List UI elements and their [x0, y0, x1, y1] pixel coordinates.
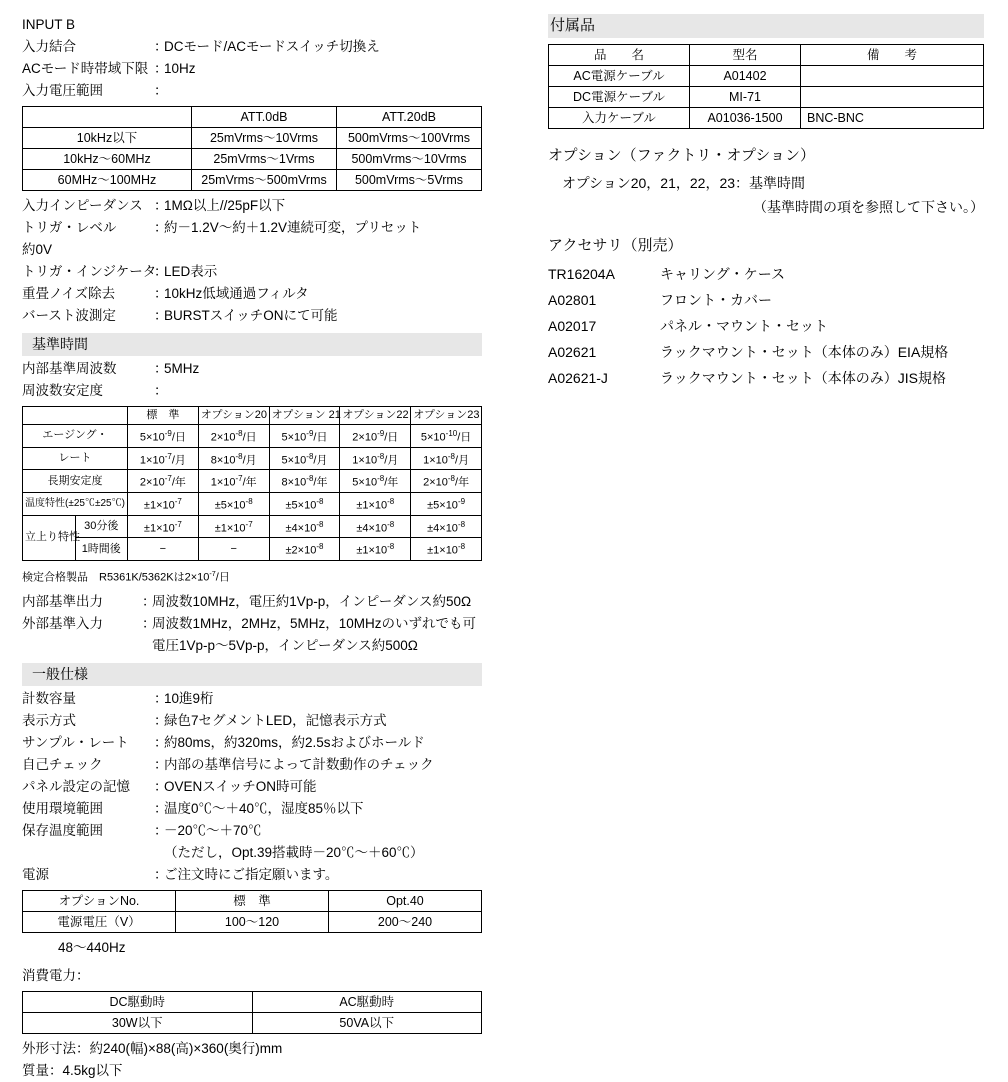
- accessory-code: A02621-J: [548, 370, 608, 386]
- spec-sep: ：: [142, 593, 156, 609]
- input-b-title: INPUT B: [22, 17, 76, 32]
- cell: 25mVrms〜500mVrms: [192, 170, 337, 191]
- accessory-name: ラックマウント・セット（本体のみ）JIS規格: [660, 370, 946, 386]
- spec-value: [164, 380, 492, 402]
- cell: $5\times 10^{-9}/$日: [128, 425, 199, 448]
- cell: 立上り特性: [23, 515, 76, 560]
- certified-product-note: 検定合格製品 R5361K/5362Kは$2\times 10^{-7}/$日: [22, 569, 230, 584]
- spec-sep: ：: [154, 198, 168, 213]
- cell: $2\times 10^{-8}/$日: [198, 425, 269, 448]
- cell: 200〜240: [329, 911, 482, 932]
- cell: 標 準: [128, 407, 199, 425]
- table-row: [23, 911, 482, 932]
- cell: −: [198, 538, 269, 561]
- spec-row: [22, 261, 492, 283]
- spec-value: －20℃〜＋70℃: [164, 822, 262, 838]
- cell: $2\times 10^{-9}/$日: [340, 425, 411, 448]
- section-heading-options: オプション（ファクトリ・オプション）: [548, 147, 816, 164]
- cell: オプション 21: [269, 407, 340, 425]
- cell: BNC-BNC: [801, 108, 984, 129]
- cell: $1\times 10^{-8}/$月: [411, 447, 482, 470]
- spec-label: トリガ・レベル: [22, 220, 117, 235]
- power-consumption-label: 消費電力：: [22, 967, 90, 983]
- spec-label: ACモード時帯域下限: [22, 61, 149, 76]
- cell: レート: [23, 447, 128, 470]
- cell: 温度特性(±25℃±25℃): [23, 492, 128, 515]
- spec-sep: ：: [142, 615, 156, 631]
- cell: [23, 107, 192, 128]
- spec-row: [22, 776, 492, 798]
- spec-label: 重畳ノイズ除去: [22, 286, 116, 301]
- spec-label: 内部基準周波数: [22, 361, 117, 376]
- spec-row: [22, 688, 492, 710]
- list-item: [548, 313, 988, 339]
- cell: 型名: [690, 45, 801, 66]
- cell: A01036-1500: [690, 108, 801, 129]
- cell: 入力ケーブル: [549, 108, 690, 129]
- spec-row: [22, 864, 492, 886]
- cell: [801, 87, 984, 108]
- option-line-1: オプション20，21，22，23：基準時間: [562, 175, 806, 191]
- table-row: [23, 890, 482, 911]
- supplied-accessories-table: [548, 44, 984, 129]
- accessory-code: A02017: [548, 318, 597, 334]
- spec-value: BURSTスイッチONにて可能: [164, 308, 338, 323]
- spec-value: LED表示: [164, 264, 218, 279]
- external-ref-continuation: 電圧1Vp-p〜5Vp-p，インピーダンス約500Ω: [152, 637, 418, 653]
- cell: $5\times 10^{-8}/$年: [340, 470, 411, 493]
- spec-sep: ：: [154, 264, 168, 279]
- table-row: [23, 991, 482, 1012]
- cell: 10kHz〜60MHz: [23, 149, 192, 170]
- list-item: [548, 261, 988, 287]
- cell: [801, 66, 984, 87]
- cell: $\pm 1\times 10^{-8}$: [340, 538, 411, 561]
- cell: A01402: [690, 66, 801, 87]
- spec-value: DCモード/ACモードスイッチ切換え: [164, 39, 380, 54]
- spec-sep: ：: [154, 39, 168, 54]
- spec-label: 入力インピーダンス: [22, 198, 143, 213]
- cell: 500mVrms〜100Vrms: [337, 128, 482, 149]
- table-row: [23, 107, 482, 128]
- cell: $5\times 10^{-10}/$日: [411, 425, 482, 448]
- power-frequency-line: 48〜440Hz: [58, 939, 126, 955]
- spec-value: 内部の基準信号によって計数動作のチェック: [164, 756, 434, 772]
- table-row: [23, 447, 482, 470]
- spec-sep: ：: [154, 756, 168, 772]
- spec-value: 1MΩ以上//25pF以下: [164, 198, 286, 213]
- spec-sep: ：: [154, 61, 168, 76]
- trigger-level-continuation: 約0V: [22, 242, 53, 257]
- spec-value: [164, 80, 492, 102]
- accessory-name: キャリング・ケース: [660, 266, 786, 282]
- spec-row: [22, 358, 492, 380]
- spec-row: [22, 732, 492, 754]
- table-row: [549, 66, 984, 87]
- spec-sep: ：: [154, 866, 168, 882]
- power-consumption-table: [22, 991, 482, 1034]
- cell: 30分後: [75, 515, 128, 538]
- spec-sep: ：: [154, 383, 168, 398]
- spec-sep: ：: [154, 734, 168, 750]
- section-heading-general: 一般仕様: [22, 663, 482, 686]
- accessory-code: A02621: [548, 344, 597, 360]
- spec-label: バースト波測定: [22, 308, 116, 323]
- accessory-name: ラックマウント・セット（本体のみ）EIA規格: [660, 344, 949, 360]
- accessory-code: A02801: [548, 292, 597, 308]
- cell: $8\times 10^{-8}/$月: [198, 447, 269, 470]
- table-row: [23, 407, 482, 425]
- spec-value: 緑色7セグメントLED，記憶表示方式: [164, 712, 387, 728]
- cell: エージング・: [23, 425, 128, 448]
- spec-row: [22, 58, 492, 80]
- cell: $8\times 10^{-8}/$年: [269, 470, 340, 493]
- cell: 500mVrms〜5Vrms: [337, 170, 482, 191]
- option-line-2: （基準時間の項を参照して下さい。）: [753, 199, 984, 215]
- cell: DC電源ケーブル: [549, 87, 690, 108]
- spec-value: 温度0℃〜＋40℃，湿度85％以下: [164, 800, 364, 816]
- spec-label: 周波数安定度: [22, 383, 103, 398]
- spec-sep: ：: [154, 286, 168, 301]
- cell: $\pm 4\times 10^{-8}$: [340, 515, 411, 538]
- spec-label: 電源: [22, 866, 49, 882]
- cell: ATT.0dB: [192, 107, 337, 128]
- spec-row: [22, 36, 492, 58]
- cell: [23, 407, 128, 425]
- cell: 品 名: [549, 45, 690, 66]
- cell: ATT.20dB: [337, 107, 482, 128]
- table-row: [23, 492, 482, 515]
- cell: 50VA以下: [252, 1012, 482, 1033]
- spec-value: 周波数1MHz，2MHz，5MHz，10MHzのいずれでも可: [152, 615, 477, 631]
- spec-sep: ：: [154, 712, 168, 728]
- cell: オプション20: [198, 407, 269, 425]
- spec-row: [22, 710, 492, 732]
- cell: AC駆動時: [252, 991, 482, 1012]
- table-row: [23, 170, 482, 191]
- dimension-line: 外形寸法：約240(幅)×88(高)×360(奥行)mm: [22, 1040, 283, 1056]
- cell: $1\times 10^{-7}/$月: [128, 447, 199, 470]
- cell: 25mVrms〜1Vrms: [192, 149, 337, 170]
- spec-value: 10Hz: [164, 61, 196, 76]
- list-item: [548, 287, 988, 313]
- spec-value: OVENスイッチON時可能: [164, 778, 317, 794]
- spec-label: 表示方式: [22, 712, 76, 728]
- input-voltage-range-table: [22, 106, 482, 191]
- cell: $\pm 1\times 10^{-7}$: [198, 515, 269, 538]
- spec-label: 外部基準入力: [22, 615, 103, 631]
- spec-sep: ：: [154, 220, 168, 235]
- cell: $\pm 4\times 10^{-8}$: [269, 515, 340, 538]
- spec-label: サンプル・レート: [22, 734, 129, 750]
- spec-label: 入力結合: [22, 39, 76, 54]
- spec-label: 自己チェック: [22, 756, 103, 772]
- cell: 500mVrms〜10Vrms: [337, 149, 482, 170]
- cell: $\pm 2\times 10^{-8}$: [269, 538, 340, 561]
- cell: $\pm 4\times 10^{-8}$: [411, 515, 482, 538]
- spec-label: 入力電圧範囲: [22, 83, 103, 98]
- cell: 10kHz以下: [23, 128, 192, 149]
- cell: $\pm 1\times 10^{-8}$: [340, 492, 411, 515]
- spec-row: [22, 754, 492, 776]
- spec-value: 周波数10MHz，電圧約1Vp-p，インピーダンス約50Ω: [152, 593, 472, 609]
- list-item: [548, 339, 988, 365]
- cell: MI-71: [690, 87, 801, 108]
- spec-sep: ：: [154, 361, 168, 376]
- table-row: [23, 515, 482, 538]
- table-row: [23, 128, 482, 149]
- spec-row: [22, 283, 492, 305]
- cell: 備 考: [801, 45, 984, 66]
- spec-label: パネル設定の記憶: [22, 778, 130, 794]
- table-row: [549, 108, 984, 129]
- spec-row: [22, 195, 492, 217]
- spec-label: 計数容量: [22, 690, 76, 706]
- cell: $\pm 5\times 10^{-8}$: [198, 492, 269, 515]
- spec-value: 5MHz: [164, 361, 200, 376]
- spec-value: 10kHz低域通過フィルタ: [164, 286, 309, 301]
- cell: 電源電圧（V）: [23, 911, 176, 932]
- spec-value: ご注文時にご指定願います。: [164, 866, 339, 882]
- spec-row: [22, 798, 492, 820]
- cell: $1\times 10^{-8}/$月: [340, 447, 411, 470]
- table-row: [23, 470, 482, 493]
- spec-sep: ：: [154, 822, 168, 838]
- spec-value: 10進9桁: [164, 690, 214, 706]
- frequency-stability-table: [22, 406, 482, 561]
- spec-sep: ：: [154, 778, 168, 794]
- cell: $\pm 1\times 10^{-7}$: [128, 492, 199, 515]
- right-column: [548, 14, 988, 391]
- cell: Opt.40: [329, 890, 482, 911]
- list-item: [548, 365, 988, 391]
- cell: −: [128, 538, 199, 561]
- spec-row: [22, 305, 492, 327]
- table-row: [549, 87, 984, 108]
- accessory-name: パネル・マウント・セット: [660, 318, 828, 334]
- cell: $\pm 5\times 10^{-9}$: [411, 492, 482, 515]
- spec-row: [22, 380, 492, 402]
- spec-row: [22, 80, 492, 102]
- spec-label: 内部基準出力: [22, 593, 103, 609]
- cell: $2\times 10^{-7}/$年: [128, 470, 199, 493]
- cell: $\pm 5\times 10^{-8}$: [269, 492, 340, 515]
- section-heading-timebase: 基準時間: [22, 333, 482, 356]
- cell: オプション22: [340, 407, 411, 425]
- table-row: [23, 1012, 482, 1033]
- spec-row: [22, 820, 492, 842]
- cell: 30W以下: [23, 1012, 253, 1033]
- accessory-name: フロント・カバー: [660, 292, 772, 308]
- left-column: [22, 14, 492, 1082]
- cell: $1\times 10^{-7}/$年: [198, 470, 269, 493]
- spec-sep: ：: [154, 800, 168, 816]
- section-heading-accessories: 付属品: [548, 14, 984, 38]
- table-row: [23, 149, 482, 170]
- storage-temp-note: （ただし，Opt.39搭載時－20℃〜＋60℃）: [164, 844, 424, 860]
- spec-sep: ：: [154, 308, 168, 323]
- table-row: [23, 538, 482, 561]
- spec-row: [22, 217, 492, 239]
- cell: オプション23: [411, 407, 482, 425]
- cell: $\pm 1\times 10^{-8}$: [411, 538, 482, 561]
- cell: 標 準: [176, 890, 329, 911]
- cell: $2\times 10^{-8}/$年: [411, 470, 482, 493]
- table-row: [549, 45, 984, 66]
- cell: AC電源ケーブル: [549, 66, 690, 87]
- cell: 1時間後: [75, 538, 128, 561]
- spec-label: トリガ・インジケータ: [22, 264, 157, 279]
- spec-row: [22, 591, 492, 613]
- power-voltage-table: [22, 890, 482, 933]
- section-heading-accessory-sale: アクセサリ（別売）: [548, 237, 683, 254]
- accessory-code: TR16204A: [548, 266, 615, 282]
- cell: 長期安定度: [23, 470, 128, 493]
- cell: 60MHz〜100MHz: [23, 170, 192, 191]
- cell: $5\times 10^{-8}/$月: [269, 447, 340, 470]
- table-row: [23, 425, 482, 448]
- cell: 25mVrms〜10Vrms: [192, 128, 337, 149]
- cell: $5\times 10^{-9}/$日: [269, 425, 340, 448]
- weight-line: 質量：4.5kg以下: [22, 1062, 123, 1078]
- spec-value: 約80ms，約320ms，約2.5sおよびホールド: [164, 734, 425, 750]
- cell: DC駆動時: [23, 991, 253, 1012]
- spec-sep: ：: [154, 690, 168, 706]
- spec-value: 約－1.2V〜約＋1.2V連続可変，プリセット: [164, 220, 422, 235]
- spec-row: [22, 613, 492, 635]
- spec-label: 使用環境範囲: [22, 800, 103, 816]
- cell: オプションNo.: [23, 890, 176, 911]
- cell: $\pm 1\times 10^{-7}$: [128, 515, 199, 538]
- spec-sep: ：: [154, 83, 168, 98]
- cell: 100〜120: [176, 911, 329, 932]
- spec-label: 保存温度範囲: [22, 822, 103, 838]
